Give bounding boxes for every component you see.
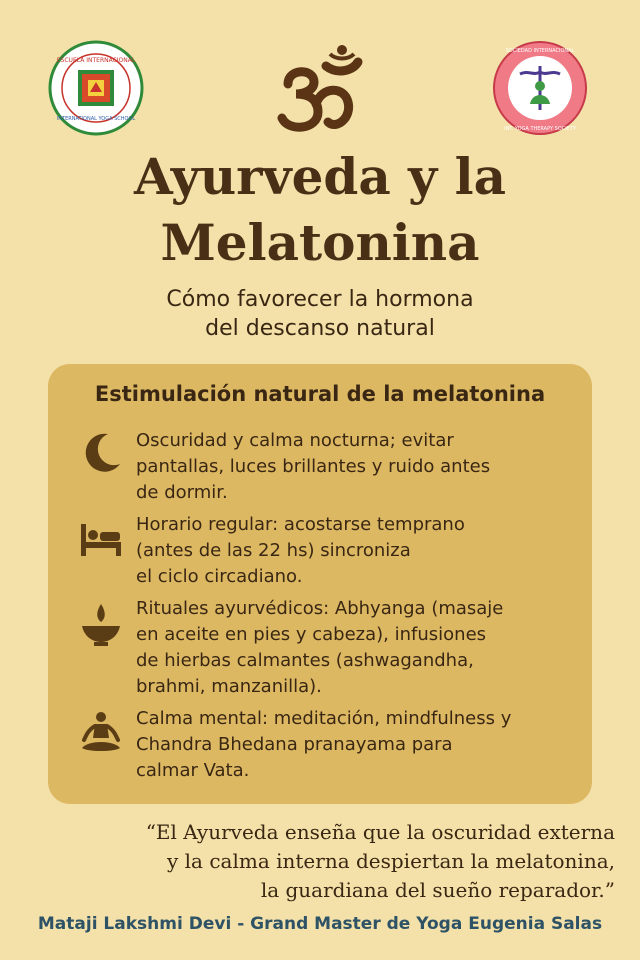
escuela-internacional-logo (48, 40, 144, 136)
melatonin-card (48, 364, 592, 804)
bed-icon (78, 516, 124, 562)
om-symbol (270, 38, 370, 138)
subtitle-line-1: Cómo favorecer la hormona (166, 287, 474, 312)
quote-line-3: la guardiana del sueño reparador.” (260, 878, 615, 902)
quote-line-2: y la calma interna despiertan la melatonina, (167, 849, 615, 873)
moon-icon (78, 430, 124, 476)
title-line-1: Ayurveda y la (134, 147, 506, 206)
oil-lamp-icon (78, 602, 124, 648)
subtitle-line-2: del descanso natural (205, 316, 435, 341)
sociedad-yogaterapia-logo (492, 40, 588, 136)
tip-text: Calma mental: meditación, mindfulness y Chandra Bhedana pranayama para calmar Vata. (136, 708, 512, 781)
svg-text:INTERNATIONAL YOGA SCHOOL: INTERNATIONAL YOGA SCHOOL (56, 116, 136, 122)
svg-text:ESCUELA INTERNACIONAL: ESCUELA INTERNACIONAL (56, 57, 136, 64)
tip-text: Rituales ayurvédicos: Abhyanga (masaje en aceite en pies y cabeza), infusiones de hierbas calmantes (ashwagandha, brahmi, manzanilla). (136, 598, 504, 697)
yantra-emblem-icon (48, 40, 144, 136)
author-credit: Mataji Lakshmi Devi - Grand Master de Yoga Eugenia Salas (37, 914, 603, 934)
title-line-2: Melatonina (160, 213, 480, 272)
meditation-icon (78, 710, 124, 756)
tip-text: Oscuridad y calma nocturna; evitar pantallas, luces brillantes y ruido antes de dormir. (136, 430, 491, 503)
card-heading: Estimulación natural de la melatonina (94, 382, 546, 406)
svg-text:INT. YOGA THERAPY SOCIETY: INT. YOGA THERAPY SOCIETY (503, 126, 577, 132)
caduceus-yogi-emblem-icon (492, 40, 588, 136)
svg-text:SOCIEDAD INTERNACIONAL: SOCIEDAD INTERNACIONAL (505, 48, 575, 54)
om-symbol-icon (270, 38, 370, 138)
tip-text: Horario regular: acostarse temprano (antes de las 22 hs) sincroniza el ciclo circadiano. (136, 514, 465, 587)
quote-line-1: “El Ayurveda enseña que la oscuridad externa (145, 820, 615, 844)
